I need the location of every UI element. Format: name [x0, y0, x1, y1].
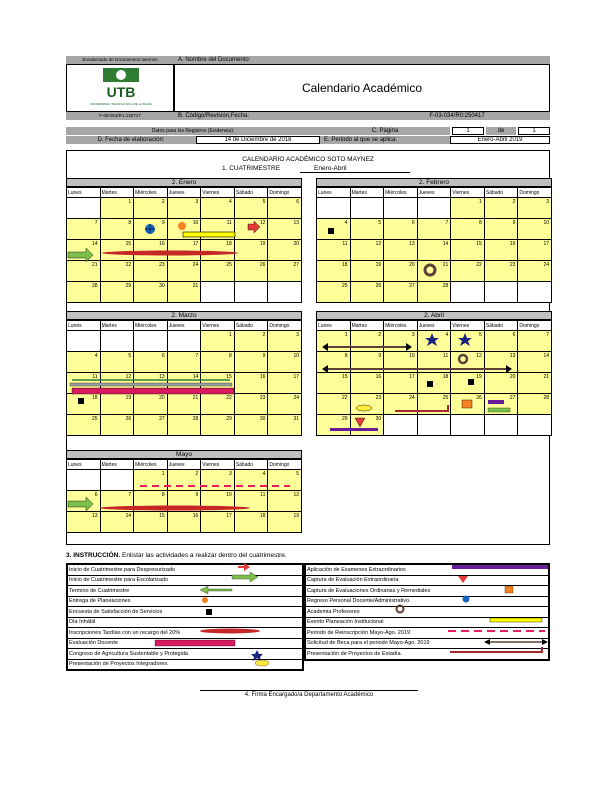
legend-item: Termino de Cuatrimestre [68, 586, 303, 597]
weekday-header: Domingo [518, 188, 552, 198]
day-number: 28 [192, 416, 199, 422]
logo-text: UTB [106, 84, 136, 100]
day-number: 29 [226, 416, 232, 422]
day-number: 14 [125, 513, 132, 519]
day-number: 15 [342, 374, 348, 380]
day-number: 23 [159, 262, 165, 268]
day-number: 18 [342, 262, 348, 268]
day-number: 18 [226, 241, 232, 247]
day-number: 8 [161, 492, 165, 498]
weekday-header: Viernes [201, 460, 235, 470]
de-label: de [486, 127, 516, 135]
weekday-header: Lunes [67, 321, 101, 331]
day-number: 6 [512, 332, 516, 338]
month-name: 2. Febrero [316, 178, 552, 187]
weekday-header: Viernes [451, 188, 485, 198]
cuatrimestre-label: 1. CUATRIMESTRE [222, 165, 281, 172]
page-total: 1 [518, 127, 550, 135]
day-number: 5 [378, 220, 382, 226]
day-number: 11 [443, 353, 449, 359]
weekday-header: Martes [100, 321, 134, 331]
day-number: 12 [375, 241, 382, 247]
weekday-header: Martes [350, 321, 384, 331]
day-number: 10 [226, 492, 232, 498]
weekday-header: Domingo [268, 188, 302, 198]
weekday-header: Martes [100, 460, 134, 470]
day-number: 8 [344, 353, 348, 359]
weekday-header: Sábado [484, 188, 518, 198]
day-number: 7 [128, 492, 132, 498]
day-number: 20 [409, 262, 415, 268]
day-number: 18 [442, 374, 449, 380]
legend-item: Regreso Personal Docente/Administrativo. [306, 596, 549, 607]
signature-line [200, 690, 418, 691]
day-number: 1 [161, 471, 165, 477]
month-name: Mayo [66, 450, 302, 459]
legend-item: Captura de Evaluaciones Ordinarias y Remediales [306, 586, 549, 597]
weekday-header: Miércoles [134, 321, 168, 331]
day-number: 10 [543, 220, 549, 226]
day-number: 6 [161, 353, 165, 359]
day-number: 9 [378, 353, 382, 359]
day-number: 5 [296, 471, 299, 477]
instructions-title: 3. INSTRUCCIÓN. Enlistar las actividades a realizar dentro del cuatrimestre. [66, 552, 287, 559]
day-number: 22 [125, 262, 132, 268]
legend-item: Congreso de Agricultura Sustentable y Protegida [68, 649, 303, 660]
day-number: 6 [296, 199, 299, 205]
pagina-label: C. Página [320, 127, 450, 135]
day-number: 4 [445, 332, 449, 338]
day-number: 11 [226, 220, 232, 226]
legend-item: Evaluación Docente [68, 638, 303, 649]
day-number: 14 [92, 241, 98, 247]
day-number: 9 [195, 492, 199, 498]
day-number: 18 [259, 513, 266, 519]
code-value: F-03-034/R0:250417 [364, 112, 550, 120]
legend-item: Encuesta de Satisfacción de Servicios [68, 607, 303, 618]
day-number: 2 [262, 332, 266, 338]
day-number: 22 [476, 262, 482, 268]
weekday-header: Viernes [201, 188, 235, 198]
day-number: 4 [94, 353, 98, 359]
month-name: 2. Enero [66, 178, 302, 187]
day-number: 16 [259, 374, 266, 380]
day-number: 7 [94, 220, 98, 226]
weekday-header: Sábado [484, 321, 518, 331]
day-number: 2 [378, 332, 382, 338]
weekday-header: Martes [100, 188, 134, 198]
day-number: 3 [546, 199, 549, 205]
logo-caption: Encabezado de Documentos Internos [66, 56, 174, 64]
legend-green-arrow-icon [232, 572, 258, 582]
weekday-header: Miércoles [384, 188, 418, 198]
day-number: 6 [411, 220, 415, 226]
day-number: 13 [159, 374, 165, 380]
day-number: 17 [226, 513, 232, 519]
day-number: 13 [509, 353, 516, 359]
weekday-header: Lunes [317, 321, 351, 331]
day-number: 3 [296, 332, 299, 338]
day-number: 30 [159, 283, 165, 289]
day-number: 17 [543, 241, 549, 247]
day-number: 16 [509, 241, 516, 247]
day-number: 25 [226, 262, 232, 268]
day-number: 5 [262, 199, 266, 205]
day-number: 29 [342, 416, 348, 422]
periodo-value: Enero-Abril 2019 [450, 136, 550, 144]
day-number: 30 [375, 416, 382, 422]
weekday-header: Jueves [167, 188, 201, 198]
day-number: 7 [195, 353, 199, 359]
weekday-header: Domingo [268, 460, 302, 470]
day-number: 15 [226, 374, 232, 380]
weekday-header: Lunes [67, 188, 101, 198]
firma-label: 4. Firma Encargado/a Departamento Académico [244, 692, 374, 698]
day-number: 22 [226, 395, 232, 401]
day-number: 4 [229, 199, 232, 205]
day-number: 26 [375, 283, 382, 289]
day-number: 19 [476, 374, 482, 380]
weekday-header: Jueves [417, 188, 451, 198]
day-number: 7 [445, 220, 449, 226]
day-number: 4 [344, 220, 348, 226]
month-name: 2. Marzo [66, 311, 302, 320]
weekday-header: Martes [350, 188, 384, 198]
day-number: 22 [342, 395, 348, 401]
weekday-header: Jueves [167, 460, 201, 470]
day-number: 26 [125, 416, 132, 422]
day-number: 16 [159, 241, 165, 247]
month-name: 2. Abril [316, 311, 552, 320]
day-number: 9 [262, 353, 266, 359]
day-number: 16 [375, 374, 382, 380]
day-number: 12 [293, 492, 299, 498]
day-number: 17 [192, 241, 199, 247]
day-number: 28 [92, 283, 98, 289]
day-number: 3 [229, 471, 232, 477]
day-number: 27 [159, 416, 165, 422]
day-number: 13 [293, 220, 299, 226]
weekday-header: Lunes [317, 188, 351, 198]
day-number: 17 [293, 374, 299, 380]
day-number: 3 [411, 332, 415, 338]
day-number: 12 [476, 353, 482, 359]
day-number: 21 [92, 262, 98, 268]
legend-red-arrow-icon [238, 563, 250, 571]
day-number: 10 [192, 220, 199, 226]
day-number: 7 [546, 332, 549, 338]
day-number: 31 [192, 283, 199, 289]
weekday-header: Viernes [451, 321, 485, 331]
weekday-header: Domingo [268, 321, 302, 331]
day-number: 20 [509, 374, 516, 380]
day-number: 28 [543, 395, 549, 401]
fecha-value: 14 de Diciembre de 2018 [196, 136, 320, 144]
day-number: 15 [159, 513, 165, 519]
day-number: 8 [479, 220, 482, 226]
day-number: 2 [512, 199, 516, 205]
day-number: 29 [125, 283, 132, 289]
day-number: 2 [195, 471, 199, 477]
day-number: 19 [125, 395, 132, 401]
day-number: 1 [128, 199, 132, 205]
code-label: B. Código/Revisión,Fecha: [174, 112, 364, 120]
weekday-header: Sábado [234, 188, 268, 198]
logo-code: F-08-003/R1:130717 [66, 112, 174, 120]
day-number: 16 [192, 513, 199, 519]
day-number: 23 [259, 395, 266, 401]
registros-label: Datos para los Registros (Evidencia): [66, 127, 320, 135]
legend-item: Entrega de Planeaciones [68, 596, 303, 607]
legend-item: Academia Profesores [306, 607, 549, 618]
day-number: 25 [342, 283, 348, 289]
day-number: 5 [128, 353, 132, 359]
weekday-header: Sábado [234, 321, 268, 331]
day-number: 21 [543, 374, 549, 380]
calendar-title: CALENDARIO ACADÉMICO SOTO MAYNEZ [242, 156, 374, 163]
doc-name-label: A. Nombre del Documento: [174, 56, 550, 64]
day-number: 30 [259, 416, 266, 422]
day-number: 24 [293, 395, 299, 401]
legend-item: Solicitud de Beca para el periodo Mayo-Ago. 2019 [306, 638, 549, 649]
weekday-header: Jueves [167, 321, 201, 331]
doc-title: Calendario Académico [174, 64, 550, 112]
legend-item: Inicio de Cuatrimestre para Despresurizado [68, 565, 303, 576]
cuatrimestre-value: Enero-Abril [300, 165, 410, 173]
day-number: 23 [375, 395, 382, 401]
day-number: 27 [409, 283, 415, 289]
day-number: 14 [543, 353, 549, 359]
legend-item: Periodo de Reinscripción Mayo-Ago. 2019 [306, 628, 549, 639]
fecha-label: D. Fecha de elaboración: [66, 136, 196, 144]
day-number: 1 [229, 332, 232, 338]
legend-item: Captura de Evaluación Extraordinaria [306, 575, 549, 586]
legend-purple-bar [452, 565, 548, 569]
day-number: 1 [344, 332, 348, 338]
weekday-header: Miércoles [384, 321, 418, 331]
day-number: 6 [94, 492, 98, 498]
weekday-header: Sábado [234, 460, 268, 470]
day-number: 26 [476, 395, 482, 401]
weekday-header: Viernes [201, 321, 235, 331]
day-number: 10 [293, 353, 299, 359]
day-number: 13 [92, 513, 98, 519]
day-number: 19 [293, 513, 299, 519]
day-number: 31 [293, 416, 299, 422]
day-number: 2 [161, 199, 165, 205]
weekday-header: Domingo [518, 321, 552, 331]
day-number: 11 [92, 374, 98, 380]
day-number: 17 [409, 374, 415, 380]
day-number: 9 [161, 220, 165, 226]
legend-item: Aplicación de Examenes Extraordinarios [306, 565, 549, 576]
day-number: 24 [192, 262, 199, 268]
day-number: 19 [375, 262, 382, 268]
legend-item: Presentación de Proyectos Integradores. [68, 659, 303, 670]
day-number: 1 [479, 199, 482, 205]
day-number: 8 [229, 353, 232, 359]
day-number: 24 [409, 395, 415, 401]
day-number: 25 [442, 395, 449, 401]
day-number: 20 [159, 395, 165, 401]
day-number: 12 [125, 374, 132, 380]
day-number: 27 [509, 395, 516, 401]
weekday-header: Miércoles [134, 460, 168, 470]
day-number: 21 [192, 395, 199, 401]
day-number: 8 [128, 220, 132, 226]
day-number: 11 [342, 241, 348, 247]
legend-item: Día Inhábil [68, 617, 303, 628]
legend-item: Inscripciones Tardías con un recargo del 20% [68, 628, 303, 639]
day-number: 23 [509, 262, 516, 268]
page-number: 1 [452, 127, 484, 135]
day-number: 4 [262, 471, 266, 477]
day-number: 20 [293, 241, 299, 247]
weekday-header: Miércoles [134, 188, 168, 198]
day-number: 15 [125, 241, 132, 247]
day-number: 15 [476, 241, 482, 247]
day-number: 21 [442, 262, 449, 268]
day-number: 9 [512, 220, 516, 226]
day-number: 14 [442, 241, 449, 247]
day-number: 13 [409, 241, 415, 247]
day-number: 3 [195, 199, 199, 205]
logo-sub: UNIVERSIDAD TECNOLÓGICA DE LA BAHÍA [89, 102, 153, 106]
day-number: 24 [543, 262, 549, 268]
day-number: 14 [192, 374, 199, 380]
periodo-label: E. Periodo al que se aplica: [320, 136, 450, 144]
day-number: 12 [259, 220, 266, 226]
legend-item: Presentación de Proyectos de Estadía. [306, 649, 549, 660]
day-number: 25 [92, 416, 98, 422]
weekday-header: Lunes [67, 460, 101, 470]
day-number: 18 [92, 395, 98, 401]
day-number: 11 [260, 492, 266, 498]
day-number: 19 [259, 241, 266, 247]
legend-item: Inicio de Cuatrimestre para Escolarizado [68, 575, 303, 586]
day-number: 28 [442, 283, 449, 289]
weekday-header: Jueves [417, 321, 451, 331]
day-number: 27 [293, 262, 299, 268]
day-number: 26 [259, 262, 266, 268]
day-number: 10 [409, 353, 415, 359]
day-number: 5 [479, 332, 482, 338]
legend-item: Evento Planeación Institucional [306, 617, 549, 628]
